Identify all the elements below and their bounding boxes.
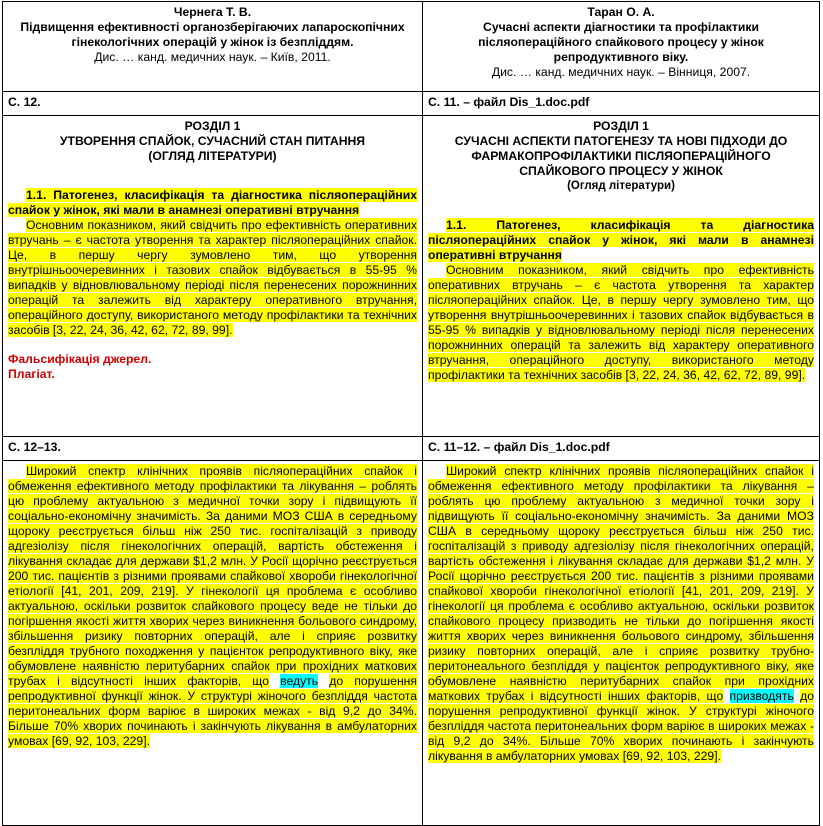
- right-section-title: СУЧАСНІ АСПЕКТИ ПАТОГЕНЕЗУ ТА НОВІ ПІДХОДИ ДО ФАРМАКОПРОФІЛАКТИКИ ПІСЛЯОПЕРАЦІЙНОГО СПАЙКОВОГО ПРОЦЕСУ У ЖІНОК: [454, 134, 788, 178]
- right-meta: Дис. … канд. медичних наук. – Вінниця, 2007.: [491, 65, 751, 79]
- flag-falsification: Фальсифікація джерел.: [8, 352, 152, 366]
- left-meta: Дис. … канд. медичних наук. – Київ, 2011.: [94, 50, 331, 64]
- page-ref-row-1: [3, 92, 820, 116]
- left-spacer-2: [8, 338, 417, 352]
- right-paragraph-2-text-b: до порушення репродуктивної функції жінок. У структурі жіночого безпліддя частота перитонеальних форм варіює в широких межах - від 9,2 до 34%. Більше 70% хворих починають і закінчують лікування в амбулаторних умовах [69, 92, 103, 229].: [428, 689, 815, 763]
- section-2-row: [3, 461, 820, 826]
- left-spacer: [8, 164, 417, 188]
- right-section-2-cell: [423, 461, 820, 826]
- right-page-ref-1: С. 11. – файл Dis_1.doc.pdf: [428, 95, 590, 109]
- left-page-ref-cell-2: [3, 437, 423, 461]
- left-paragraph-2-text-a: Широкий спектр клінічних проявів післяопераційних спайок і обмеження ефективного методу профілактики та лікування – роблять цю проблему актуальною з медичної точки зору і підвищують її соціально-економічну значимість. За даними МОЗ США в середньому щороку реєструється більш ніж 250 тис. госпіталізацій з приводу адгезіолізу після гінекологічних операцій, вартість обстеження і лікування складає для держави $1,2 млн. У Росії щорічно реєструється 200 тис. пацієнтів з різними проявами спайкової хвороби гінекологічної етіології [41, 201, 209, 219]. У гінекології ця проблема є особливо актуальною, оскільки розвиток спайкового процесу веде не тільки до погіршення якості життя хворих через виникнення больового синдрому, збільшення ризику повторних операцій, але і сприяє розвитку безпліддя трубного походження у пацієнток репродуктивного віку, яке обумовлене наявністю перитубарних спайок при прохідних маткових трубах і відсутності інших факторів, що: [8, 464, 417, 688]
- left-page-ref-cell-1: [3, 92, 423, 116]
- right-diff-word: призводять: [729, 689, 794, 703]
- flag-plagiarism: Плагіат.: [8, 367, 55, 381]
- right-page-ref-cell-2: [423, 437, 820, 461]
- left-subsection-text: 1.1. Патогенез, класифікація та діагностика післяопераційних спайок у жінок, які мали в анамнезі оперативні втручання: [8, 188, 417, 217]
- right-subsection-heading: [428, 218, 814, 263]
- right-spacer: [428, 194, 814, 218]
- left-section-1-cell: [3, 116, 423, 437]
- left-title: Підвищення ефективності органозберігаючих лапароскопічних гінекологічних операцій у жінок із безпліддям.: [20, 20, 405, 49]
- right-paragraph-1: [428, 263, 814, 383]
- right-section-label: РОЗДІЛ 1: [593, 119, 649, 133]
- left-section-title: УТВОРЕННЯ СПАЙОК, СУЧАСНИЙ СТАН ПИТАННЯ: [59, 134, 366, 148]
- comparison-table: [2, 1, 820, 826]
- page-ref-row-2: [3, 437, 820, 461]
- section-1-row: [3, 116, 820, 437]
- left-author: Чернега Т. В.: [173, 5, 252, 19]
- right-section-1-cell: [423, 116, 820, 437]
- right-page-ref-cell-1: [423, 92, 820, 116]
- left-section-subtitle: (ОГЛЯД ЛІТЕРАТУРИ): [148, 149, 277, 163]
- right-paragraph-2: [428, 464, 814, 764]
- left-page-ref-2: С. 12–13.: [8, 440, 61, 454]
- right-title: Сучасні аспекти діагностики та профілактики післяопераційного спайкового процесу у жінок репродуктивного віку.: [478, 20, 764, 64]
- right-page-ref-2: С. 11–12. – файл Dis_1.doc.pdf: [428, 440, 610, 454]
- left-source-cell: [3, 2, 423, 92]
- left-page-ref-1: С. 12.: [8, 95, 41, 109]
- left-subsection-heading: [8, 188, 417, 218]
- left-section-2-cell: [3, 461, 423, 826]
- right-section-subtitle: (Огляд літератури): [567, 180, 675, 192]
- right-paragraph-1-text: Основним показником, який свідчить про ефективність оперативних втручань – є частота утворення та характер післяопераційних спайок. Це, в першу чергу зумовлено тим, що утворення внутрішньоочеревинних і тазових спайок відбувається в 55-95 % випадків у відновлювальному періоді після перенесених порожнинних операцій та залежить від характеру оперативного втручання, операційного доступу, використаного методу профілактики та технічних засобів [3, 22, 24, 36, 42, 62, 72, 89, 99].: [428, 263, 814, 382]
- left-paragraph-2: [8, 464, 417, 749]
- left-diff-word: ведуть: [280, 674, 319, 688]
- left-paragraph-2-text-b: до порушення репродуктивної функції жінок. У структурі жіночого безпліддя частота перитонеальних форм варіює в широких межах - від 9,2 до 34%. Більше 70% хворих починають і закінчують лікування в амбулаторних умовах [69, 92, 103, 229].: [8, 674, 418, 748]
- right-subsection-text: 1.1. Патогенез, класифікація та діагностика післяопераційних спайок у жінок, які мали в анамнезі оперативні втручання: [428, 218, 814, 262]
- title-row: [3, 2, 820, 92]
- right-author: Таран О. А.: [587, 5, 655, 19]
- left-section-label: РОЗДІЛ 1: [184, 119, 241, 133]
- left-paragraph-1: [8, 218, 417, 338]
- right-paragraph-2-text-a: Широкий спектр клінічних проявів післяопераційних спайок і обмеження ефективного методу профілактики та лікування – роблять цю проблему актуальною з медичної точки зору і підвищують її соціально-економічну значимість. За даними МОЗ США в середньому щороку реєструється більш ніж 250 тис. госпіталізацій з приводу адгезіолізу після гінекологічних операцій, вартість обстеження і лікування складає для держави $1,2 млн. У Росії щорічно реєструється 200 тис. пацієнтів з різними проявами спайкової хвороби гінекологічної етіології [41, 201, 209, 219]. У гінекології ця проблема є особливо актуальною, оскільки розвиток спайкового процесу призводить не тільки до погіршення якості життя хворих через виникнення больового синдрому, збільшення ризику повторних операцій, але і сприяє розвитку трубно-перитонеального безпліддя у пацієнток репродуктивного віку, яке обумовлене наявністю перитубарних спайок при прохідних маткових трубах і відсутності інших факторів, що: [428, 464, 814, 703]
- right-source-cell: [423, 2, 820, 92]
- left-paragraph-1-text: Основним показником, який свідчить про ефективність оперативних втручань – є частота утворення та характер післяопераційних спайок. Це, в першу чергу зумовлено тим, що утворення внутрішньоочеревинних і тазових спайок відбувається в 55-95 % випадків у відновлювальному періоді після перенесених порожнинних операцій та залежить від характеру оперативного втручання, операційного доступу, використаного методу профілактики та технічних засобів [3, 22, 24, 36, 42, 62, 72, 89, 99].: [8, 218, 417, 337]
